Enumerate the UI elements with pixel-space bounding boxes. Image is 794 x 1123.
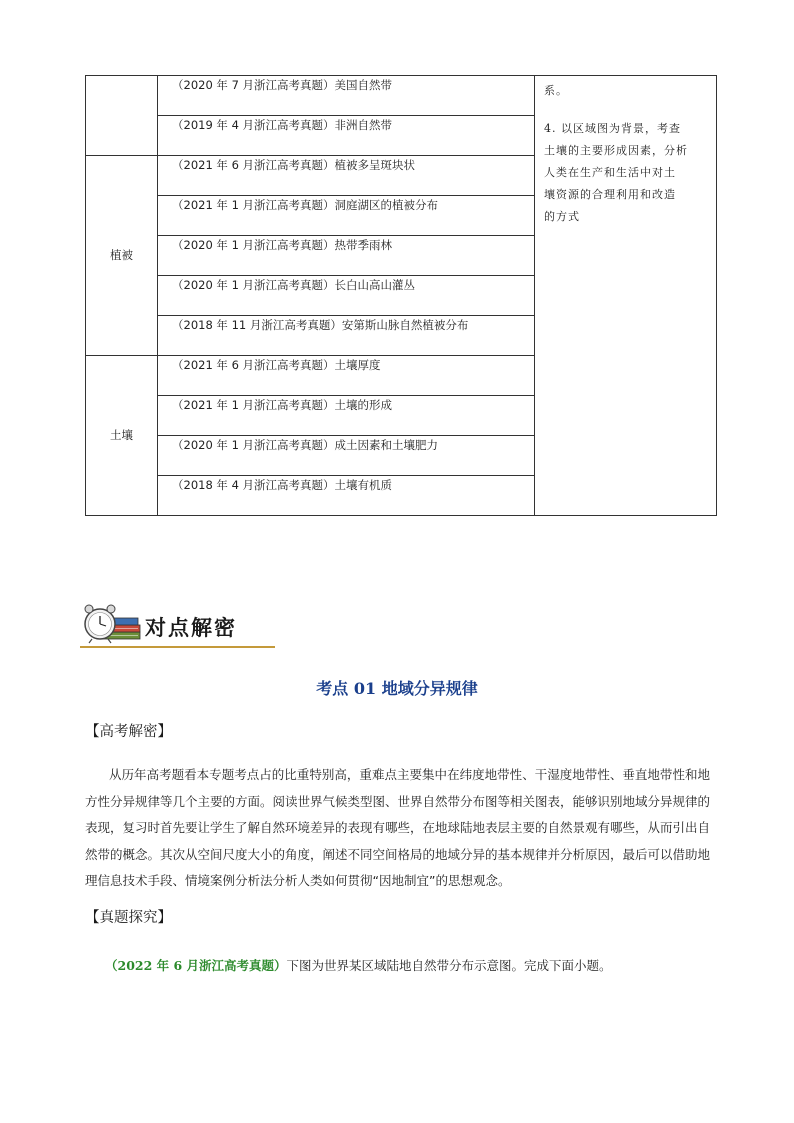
topic-table [85, 75, 717, 516]
table-item: （2021 年 1 月浙江高考真题）土壤的形成 [158, 396, 535, 436]
category-cell-soil: 土壤 [86, 356, 158, 516]
requirement-line: 人类在生产和生活中对土 [544, 166, 676, 179]
table-item: （2020 年 1 月浙江高考真题）热带季雨林 [158, 236, 535, 276]
requirement-line: 4. 以区域图为背景，考查 [544, 122, 681, 135]
kaodian-title: 考点 01 地域分异规律 [316, 679, 478, 698]
requirements-cell [535, 76, 717, 516]
heading-zhenti-tanjiu: 【真题探究】 [85, 910, 172, 926]
table-item: （2018 年 11 月浙江高考真题）安第斯山脉自然植被分布 [158, 316, 535, 356]
table-item: （2018 年 4 月浙江高考真题）土壤有机质 [158, 476, 535, 516]
category-cell-vegetation: 植被 [86, 156, 158, 356]
analysis-paragraph: 从历年高考题看本专题考点占的比重特别高，重难点主要集中在纬度地带性、干湿度地带性、垂直地带性和地方性分异规律等几个主要的方面。阅读世界气候类型图、世界自然带分布图等相关图表，能够识别地域分异规律的表现，复习时首先要让学生了解自然环境差异的表现有哪些，在地球陆地表层主要的自然景观有哪些，从而引出自然带的概念。其次从空间尺度大小的角度，阐述不同空间格局的地域分异的基本规律并分析原因，最后可以借助地理信息技术手段、情境案例分析法分析人类如何贯彻“因地制宜”的思想观念。 [85, 767, 711, 888]
requirement-line: 系。 [544, 84, 568, 97]
table-row [86, 76, 717, 116]
requirement-line: 土壤的主要形成因素，分析 [544, 144, 688, 157]
table-item: （2021 年 6 月浙江高考真题）土壤厚度 [158, 356, 535, 396]
question-text: 下图为世界某区域陆地自然带分布示意图。完成下面小题。 [286, 958, 612, 973]
table-item: （2019 年 4 月浙江高考真题）非洲自然带 [158, 116, 535, 156]
banner-underline [80, 646, 275, 648]
heading-gaokao-jiemi: 【高考解密】 [85, 724, 172, 740]
table-item: （2021 年 1 月浙江高考真题）洞庭湖区的植被分布 [158, 196, 535, 236]
section-banner-title: 对点解密 [145, 615, 237, 640]
table-item: （2021 年 6 月浙江高考真题）植被多呈斑块状 [158, 156, 535, 196]
table-item: （2020 年 1 月浙江高考真题）长白山高山灌丛 [158, 276, 535, 316]
category-cell [86, 76, 158, 156]
question-source: （2022 年 6 月浙江高考真题） [105, 958, 287, 973]
requirement-line: 的方式 [544, 210, 580, 223]
table-item: （2020 年 1 月浙江高考真题）成土因素和土壤肥力 [158, 436, 535, 476]
table-item: （2020 年 7 月浙江高考真题）美国自然带 [158, 76, 535, 116]
question-intro [105, 956, 612, 974]
requirement-line: 壤资源的合理利用和改造 [544, 188, 676, 201]
